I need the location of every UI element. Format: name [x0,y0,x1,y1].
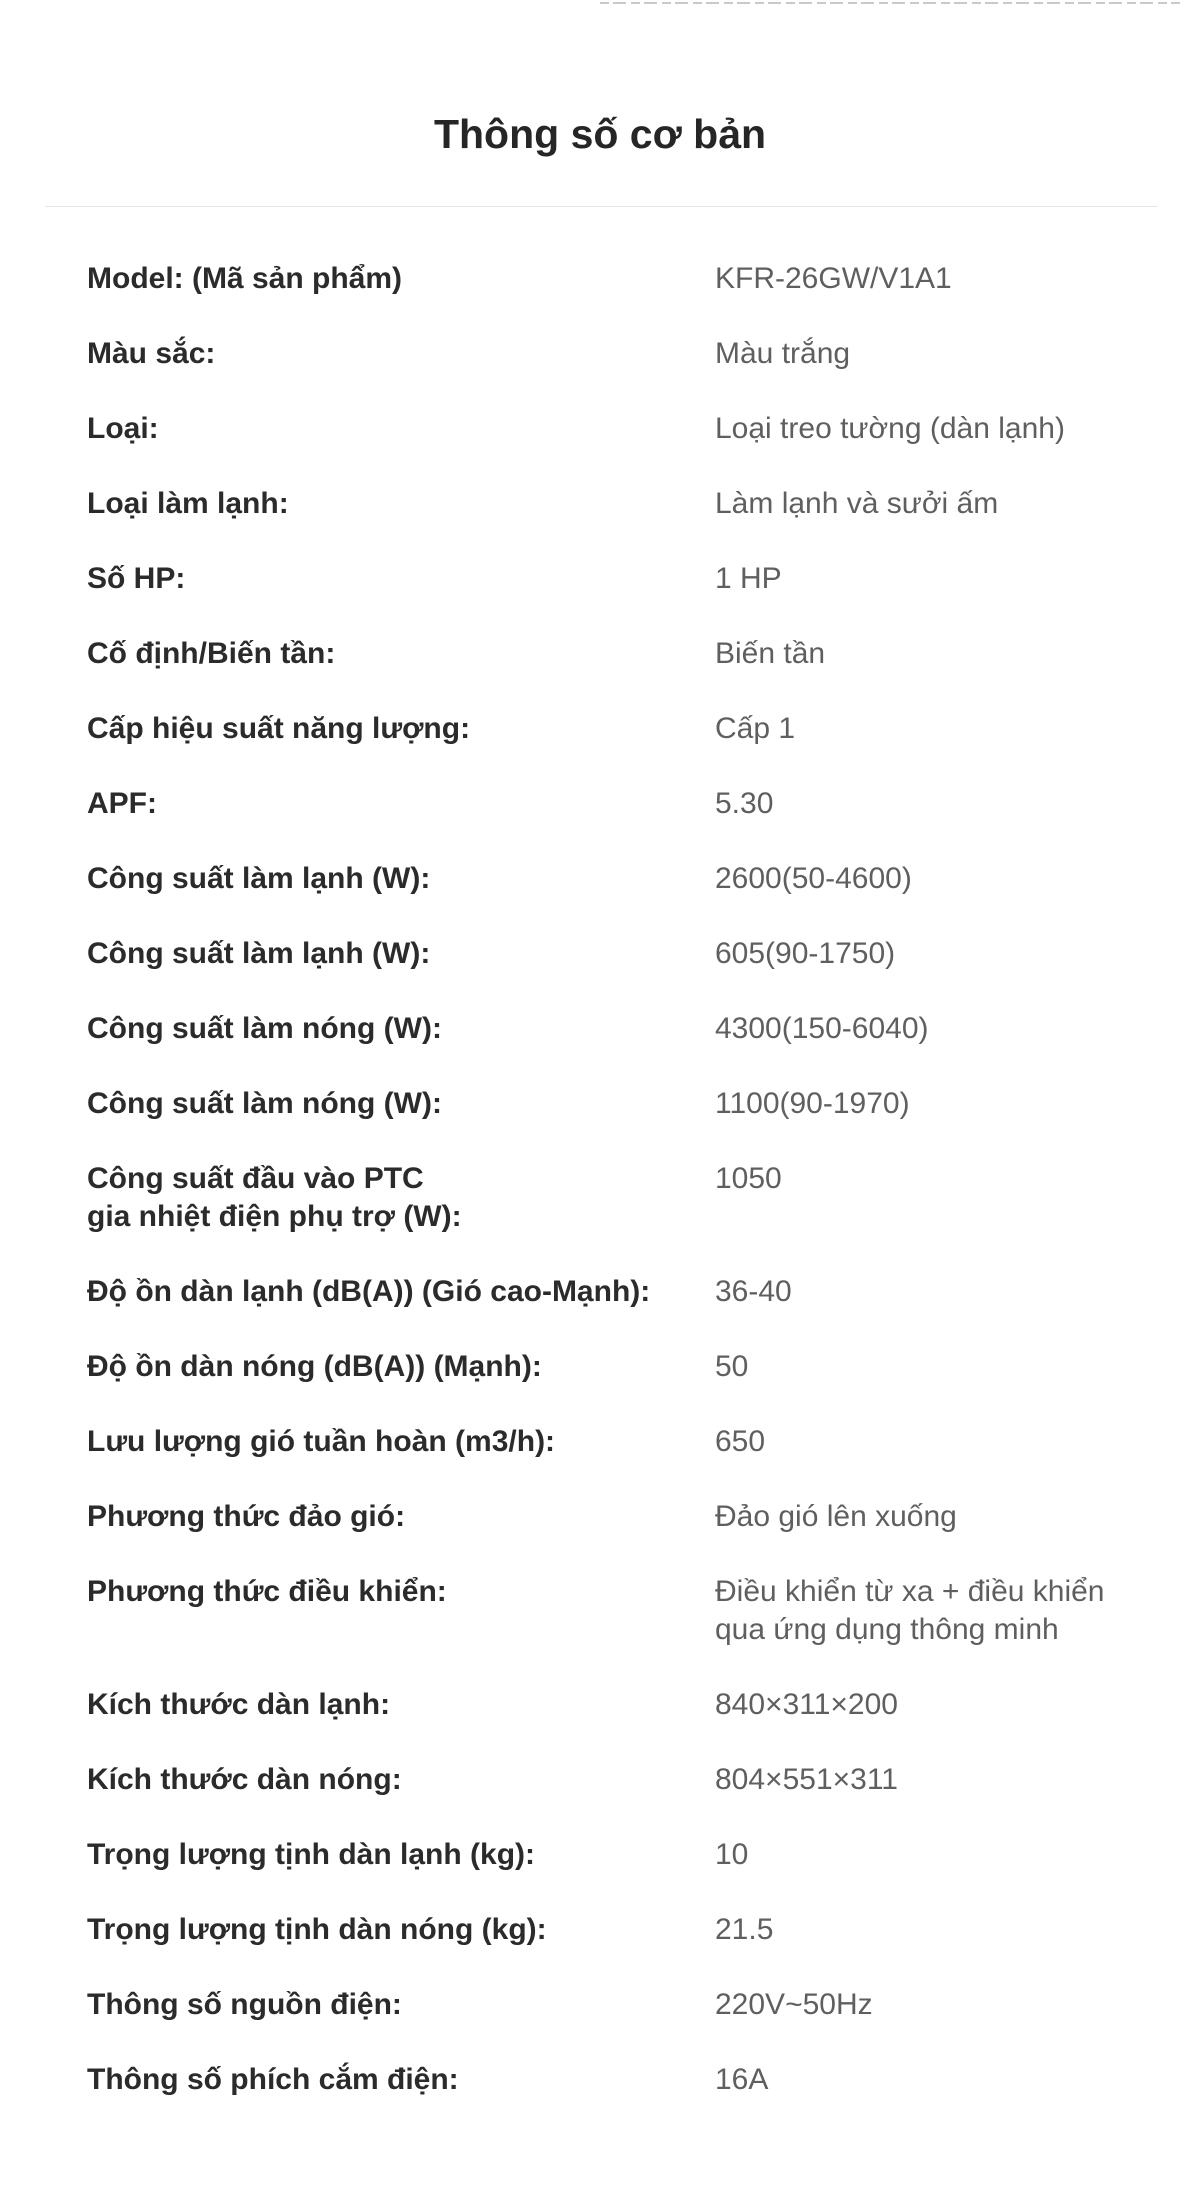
spec-value: 605(90-1750) [715,937,896,970]
spec-value: 1 HP [715,562,782,595]
spec-value: Màu trắng [715,337,851,370]
spec-label: Lưu lượng gió tuần hoàn (m3/h): [87,1425,556,1458]
spec-row-plug [87,2061,1137,2136]
spec-label: Kích thước dàn nóng: [87,1763,402,1796]
spec-row-inverter [87,635,1137,710]
spec-row-power-supply [87,1986,1137,2061]
spec-label: Công suất làm nóng (W): [87,1012,442,1045]
spec-value: 5.30 [715,787,774,820]
spec-row-cooling-power [87,935,1137,1010]
spec-value: 804×551×311 [715,1763,898,1796]
spec-label: Kích thước dàn lạnh: [87,1688,391,1721]
spec-row-control-mode [87,1573,1137,1686]
spec-value: 650 [715,1425,766,1458]
spec-row-indoor-dimensions [87,1686,1137,1761]
spec-row-apf [87,785,1137,860]
spec-value: Cấp 1 [715,712,796,745]
spec-row-ptc-input [87,1160,1137,1273]
spec-value: 36-40 [715,1275,792,1308]
spec-value: 840×311×200 [715,1688,898,1721]
cropped-text-remnant [600,0,1180,6]
spec-row-indoor-weight [87,1836,1137,1911]
spec-label: Phương thức điều khiển: [87,1575,447,1608]
spec-label [87,1160,715,1236]
spec-value: Đảo gió lên xuống [715,1500,957,1533]
spec-row-indoor-noise [87,1273,1137,1348]
spec-value: 21.5 [715,1913,774,1946]
spec-row-airflow [87,1423,1137,1498]
spec-value-line-2: qua ứng dụng thông minh [715,1613,1059,1646]
spec-row-energy-class [87,710,1137,785]
spec-value: 220V~50Hz [715,1988,873,2021]
spec-row-outdoor-noise [87,1348,1137,1423]
spec-row-swing-mode [87,1498,1137,1573]
spec-label: Model: (Mã sản phẩm) [87,262,403,295]
spec-label: Công suất làm nóng (W): [87,1087,442,1120]
spec-label-line-1: Công suất đầu vào PTC [87,1162,424,1195]
spec-label: Công suất làm lạnh (W): [87,862,431,895]
spec-label: Thông số nguồn điện: [87,1988,402,2021]
spec-row-outdoor-weight [87,1911,1137,1986]
spec-value: 16A [715,2063,769,2096]
spec-value: KFR-26GW/V1A1 [715,262,952,295]
spec-list [87,260,1137,2136]
spec-label: Thông số phích cắm điện: [87,2063,459,2096]
spec-row-outdoor-dimensions [87,1761,1137,1836]
spec-label: Cấp hiệu suất năng lượng: [87,712,471,745]
spec-row-type [87,410,1137,485]
section-title: Thông số cơ bản [433,111,767,157]
spec-label-line-2: gia nhiệt điện phụ trợ (W): [87,1200,462,1233]
spec-value: Loại treo tường (dàn lạnh) [715,412,1065,445]
spec-value: Làm lạnh và sưởi ấm [715,487,999,520]
spec-value: 10 [715,1838,749,1871]
spec-value-line-1: Điều khiển từ xa + điều khiển [715,1575,1105,1608]
spec-value: 4300(150-6040) [715,1012,929,1045]
spec-label: Trọng lượng tịnh dàn nóng (kg): [87,1913,547,1946]
spec-row-model [87,260,1137,335]
spec-value: Biến tần [715,637,826,670]
spec-value: 1100(90-1970) [715,1087,910,1120]
spec-row-horsepower [87,560,1137,635]
spec-value: 50 [715,1350,749,1383]
spec-row-heating-power [87,1085,1137,1160]
spec-value [715,1573,1137,1649]
spec-label: Độ ồn dàn lạnh (dB(A)) (Gió cao-Mạnh): [87,1275,651,1308]
spec-label: Màu sắc: [87,337,216,370]
spec-label: APF: [87,787,157,820]
spec-label: Cố định/Biến tần: [87,637,336,670]
spec-row-color [87,335,1137,410]
spec-label: Loại: [87,412,159,445]
spec-value: 2600(50-4600) [715,862,912,895]
spec-value: 1050 [715,1162,782,1195]
spec-label: Loại làm lạnh: [87,487,289,520]
spec-row-heating-capacity [87,1010,1137,1085]
title-divider [45,206,1158,207]
spec-row-cooling-type [87,485,1137,560]
spec-label: Số HP: [87,562,186,595]
spec-label: Phương thức đảo gió: [87,1500,406,1533]
spec-label: Trọng lượng tịnh dàn lạnh (kg): [87,1838,535,1871]
spec-label: Độ ồn dàn nóng (dB(A)) (Mạnh): [87,1350,542,1383]
spec-row-cooling-capacity [87,860,1137,935]
spec-label: Công suất làm lạnh (W): [87,937,431,970]
